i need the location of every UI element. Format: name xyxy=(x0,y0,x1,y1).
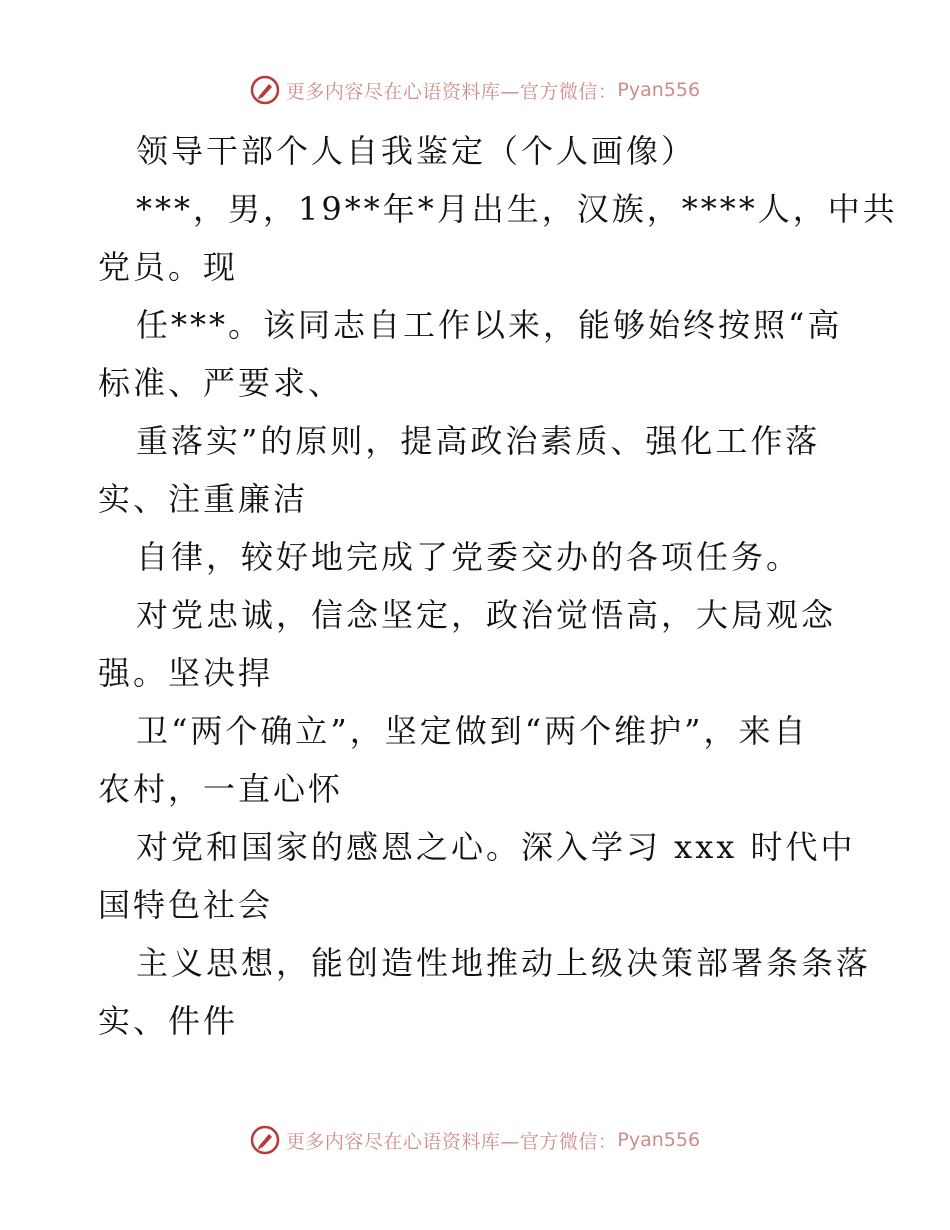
header-banner xyxy=(0,70,950,110)
pen-logo-icon xyxy=(250,75,280,105)
paragraph-line: 主义思想，能创造性地推动上级决策部署条条落 xyxy=(136,944,872,982)
document-body xyxy=(98,122,898,1050)
paragraph-line: 农村，一直心怀 xyxy=(98,770,344,808)
footer-banner-text: 更多内容尽在心语资料库—官方微信： xyxy=(285,1130,618,1153)
paragraph-line: 实、件件 xyxy=(98,1002,239,1040)
paragraph-line: 国特色社会 xyxy=(98,886,274,924)
header-banner-wechat-id: Pyan556 xyxy=(617,79,701,101)
paragraph-line: 自律，较好地完成了党委交办的各项任务。 xyxy=(136,538,802,576)
paragraph-line: 对党和国家的感恩之心。深入学习 xxx 时代中 xyxy=(136,828,856,866)
paragraph-line: ***，男，19**年*月出生，汉族，****人，中共 xyxy=(136,190,898,228)
paragraph-line: 强。坚决捍 xyxy=(98,654,274,692)
paragraph-line: 对党忠诚，信念坚定，政治觉悟高，大局观念 xyxy=(136,596,837,634)
paragraph-line: 任***。该同志自工作以来，能够始终按照“高 xyxy=(136,306,843,344)
paragraph-line: 党员。现 xyxy=(98,248,239,286)
document-title: 领导干部个人自我鉴定（个人画像） xyxy=(136,132,697,170)
footer-banner xyxy=(0,1120,950,1160)
header-banner-text: 更多内容尽在心语资料库—官方微信： xyxy=(285,80,618,103)
pen-logo-icon xyxy=(250,1125,280,1155)
paragraph-line: 实、注重廉洁 xyxy=(98,480,309,518)
footer-banner-wechat-id: Pyan556 xyxy=(617,1129,701,1151)
paragraph-line: 卫“两个确立”，坚定做到“两个维护”，来自 xyxy=(136,712,809,750)
paragraph-line: 重落实”的原则，提高政治素质、强化工作落 xyxy=(136,422,821,460)
paragraph-line: 标准、严要求、 xyxy=(98,364,344,402)
